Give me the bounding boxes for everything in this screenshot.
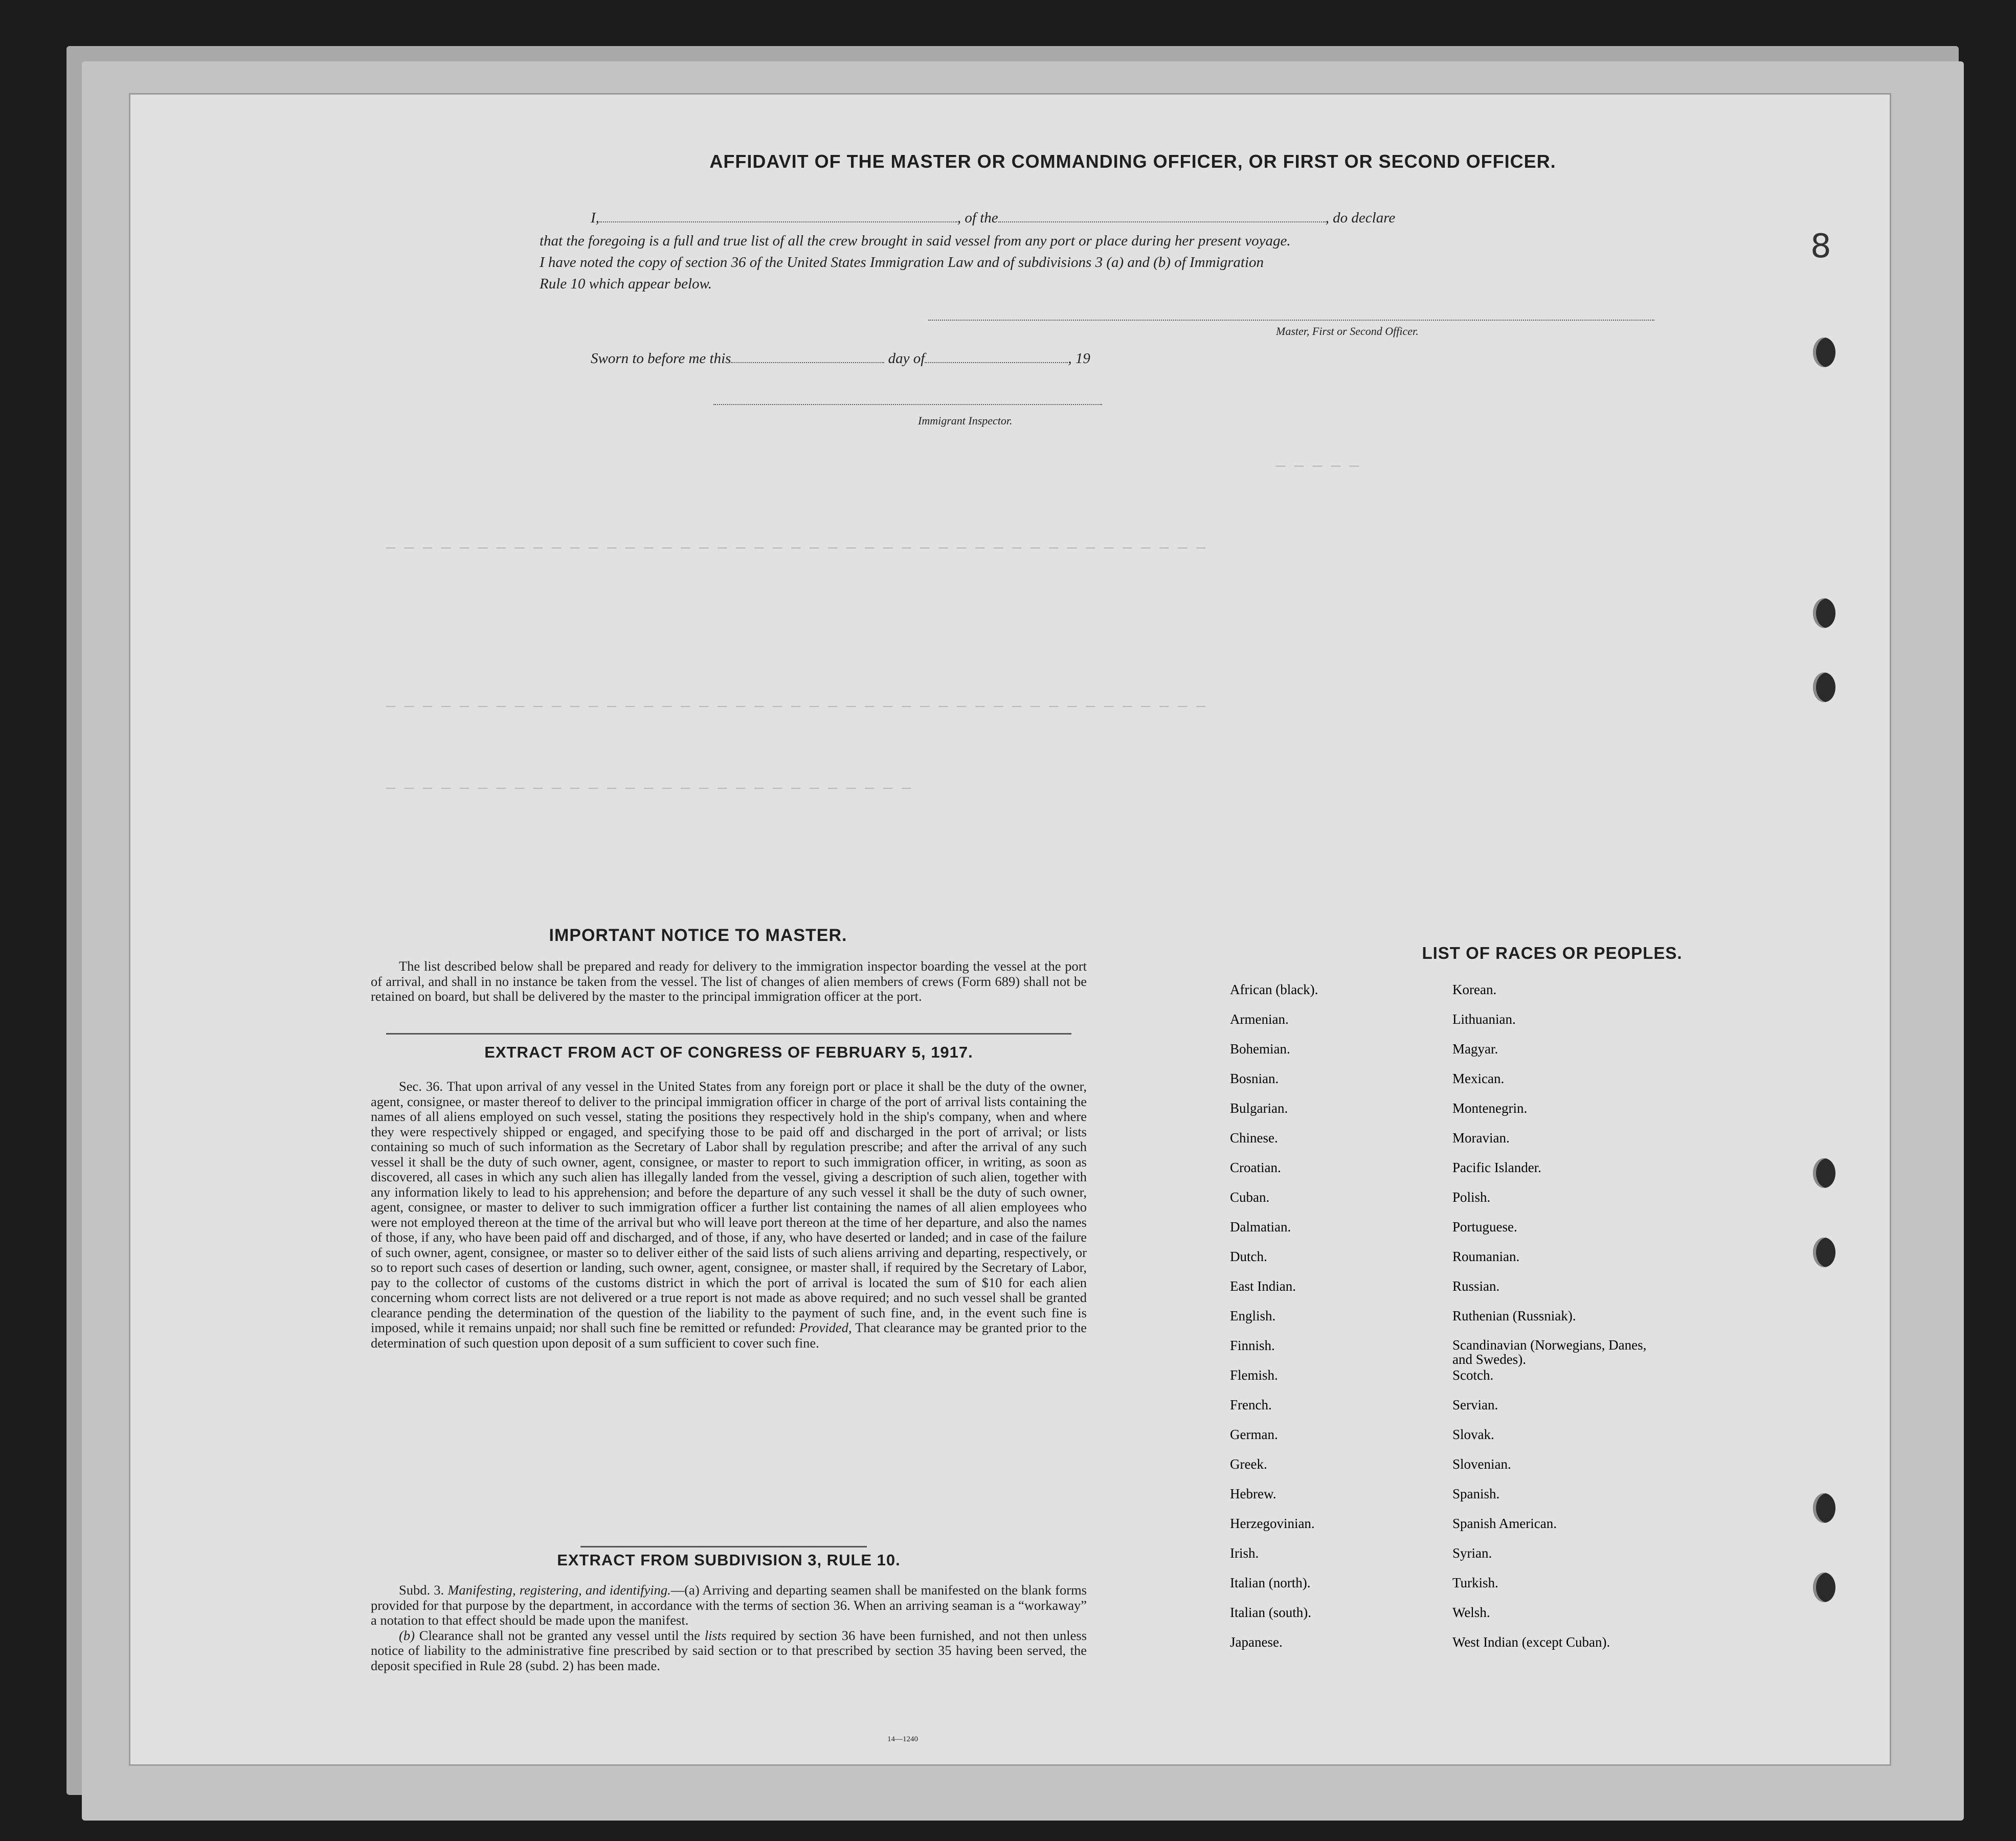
binder-hole — [1813, 672, 1835, 702]
race-item: Dutch. — [1230, 1249, 1267, 1264]
affidavit-line-4: Rule 10 which appear below. — [540, 276, 712, 292]
race-item: Bulgarian. — [1230, 1101, 1288, 1116]
race-item: Lithuanian. — [1452, 1012, 1516, 1027]
day-of-text: day of — [888, 350, 925, 367]
binder-hole — [1813, 598, 1835, 628]
race-item: Japanese. — [1230, 1634, 1283, 1650]
race-item: Pacific Islander. — [1452, 1160, 1541, 1175]
race-item: Montenegrin. — [1452, 1101, 1528, 1116]
race-item: Magyar. — [1452, 1041, 1498, 1057]
race-item: Scandinavian (Norwegians, Danes, and Swedes). — [1452, 1337, 1647, 1367]
act-extract-title: EXTRACT FROM ACT OF CONGRESS OF FEBRUARY 5, 1917. — [484, 1043, 973, 1061]
affidavit-of-the: , of the — [957, 210, 998, 226]
race-item: Armenian. — [1230, 1012, 1289, 1027]
race-item: Ruthenian (Russniak). — [1452, 1308, 1576, 1323]
rule-extract-title: EXTRACT FROM SUBDIVISION 3, RULE 10. — [557, 1551, 901, 1569]
affidavit-line-1 — [591, 210, 1395, 227]
subdivision-b-text: (b) Clearance shall not be granted any vessel until the lists required by section 36 have been furnished, and not then unless notice of liability to the administrative fine prescribed by said section or to that prescribed by section 35 having been served, the deposit specified in Rule 28 (subd. 2) has been made. — [371, 1627, 1087, 1673]
race-item: Polish. — [1452, 1189, 1491, 1205]
master-caption: Master, First or Second Officer. — [1276, 325, 1419, 338]
race-item: Korean. — [1452, 982, 1497, 997]
race-item: Slovak. — [1452, 1427, 1494, 1442]
race-item: Hebrew. — [1230, 1486, 1276, 1501]
race-item: Spanish American. — [1452, 1516, 1557, 1531]
section-36-text: Sec. 36. That upon arrival of any vessel in the United States from any foreign port or place it shall be the duty of the owner, agent, consignee, or master thereof to deliver to the principal immigration officer in charge of the port of arrival lists containing the names of all aliens employed on such vessel, stating the positions they respectively hold in the ship's company, when and where they were respectively shipped or engaged, and specifying those to be paid off and discharged in the port of arrival; or lists containing so much of such information as the Secretary of Labor shall by regulation prescribe; and after the arrival of any such vessel it shall be the duty of such owner, agent, consignee, or master to report to such immigration officer, in writing, as soon as discovered, all cases in which any such alien has illegally landed from the vessel, giving a description of such alien, together with any information likely to lead to his apprehension; and before the departure of any such vessel it shall be the duty of such owner, agent, consignee, or master to deliver to such immigration officer a further list containing the names of all alien employees who were not employed thereon at the time of the arrival but who will leave port thereon at the time of her departure, and also the names of those, if any, who have been paid off and discharged, and of those, if any, who have deserted or landed; and in case of the failure of such owner, agent, consignee, or master so to deliver either of the said lists of such aliens arriving and departing, respectively, or so to report such cases of desertion or landing, such owner, agent, consignee, or master shall, if required by the Secretary of Labor, pay to the collector of customs of the customs district in which the port of arrival is located the sum of $10 for each alien concerning whom correct lists are not delivered or a true report is not made as above required; and no such vessel shall be granted clearance pending the determination of the question of the liability to the payment of such fine, and, in the event such fine is imposed, while it remains unpaid; nor shall such fine be remitted or refunded: Provided, That clearance may be granted prior to the determination of such question upon deposit of a sum sufficient to cover such fine. — [371, 1079, 1087, 1351]
notice-text: The list described below shall be prepared and ready for delivery to the immigration inspector boarding the vessel at the port of arrival, and shall in no instance be taken from the vessel. The list of changes of alien members of crews (Form 689) shall not be retained on board, but shall be delivered by the master to the principal immigration officer at the port. — [371, 958, 1087, 1004]
race-item: Greek. — [1230, 1456, 1267, 1472]
race-item: Italian (south). — [1230, 1605, 1311, 1620]
race-item: Spanish. — [1452, 1486, 1500, 1501]
races-title: LIST OF RACES OR PEOPLES. — [1422, 944, 1683, 962]
race-item: English. — [1230, 1308, 1276, 1323]
affidavit-declare: , do declare — [1325, 210, 1396, 226]
race-item: French. — [1230, 1397, 1272, 1412]
race-item: African (black). — [1230, 982, 1318, 997]
margin-handwritten-mark: 8 — [1810, 228, 1831, 265]
race-item: Moravian. — [1452, 1130, 1510, 1146]
affidavit-title: AFFIDAVIT OF THE MASTER OR COMMANDING OFFICER, OR FIRST OR SECOND OFFICER. — [709, 151, 1556, 172]
race-item: Bosnian. — [1230, 1071, 1279, 1086]
race-item: Chinese. — [1230, 1130, 1278, 1146]
year-text: , 19 — [1068, 350, 1090, 367]
notice-body — [371, 959, 1087, 1004]
races-right-column — [1452, 982, 1652, 1664]
binder-hole — [1813, 1158, 1835, 1188]
race-item: West Indian (except Cuban). — [1452, 1634, 1610, 1650]
race-item: Bohemian. — [1230, 1041, 1290, 1057]
race-item: Turkish. — [1452, 1575, 1498, 1590]
section-label: Sec. 36. — [399, 1079, 443, 1094]
affidavit-line-2: that the foregoing is a full and true list of all the crew brought in said vessel from any port or place during her present voyage. — [540, 233, 1291, 249]
sworn-line — [591, 350, 1090, 367]
race-item: Italian (north). — [1230, 1575, 1311, 1590]
subdivision-a-text: Subd. 3. Manifesting, registering, and identifying.—(a) Arriving and departing seamen shall be manifested on the blank forms provided for that purpose by the department, in accordance with the terms of section 36. When an arriving seaman is a “workaway” a notation to that effect should be made upon the manifest. — [371, 1582, 1087, 1628]
affidavit-line-3: I have noted the copy of section 36 of the United States Immigration Law and of subdivisions 3 (a) and (b) of Immigration — [540, 254, 1264, 271]
race-item: Syrian. — [1452, 1545, 1492, 1561]
notice-divider — [386, 1033, 1071, 1035]
binder-hole — [1813, 1573, 1835, 1602]
act-extract-body — [371, 1079, 1087, 1351]
binder-hole — [1813, 338, 1835, 367]
sworn-text: Sworn to before me this — [591, 350, 731, 367]
rule-extract-body — [371, 1583, 1087, 1673]
binder-hole — [1813, 1493, 1835, 1523]
race-item: Cuban. — [1230, 1189, 1270, 1205]
race-item: Portuguese. — [1452, 1219, 1517, 1234]
race-item: German. — [1230, 1427, 1278, 1442]
race-item: Dalmatian. — [1230, 1219, 1291, 1234]
race-item: Welsh. — [1452, 1605, 1490, 1620]
races-left-column — [1230, 982, 1318, 1664]
race-item: East Indian. — [1230, 1278, 1296, 1294]
inspector-signature-line — [713, 404, 1102, 405]
race-item: Croatian. — [1230, 1160, 1281, 1175]
inspector-caption: Immigrant Inspector. — [918, 414, 1013, 427]
race-item: Flemish. — [1230, 1367, 1278, 1383]
race-item: Herzegovinian. — [1230, 1516, 1315, 1531]
manifest-page: 8 — — — — — — — — — — — — — — — — — — — — — — — — — — — — — — — — — — — — — — — — — — — — — — — — — — — — — — — — — — — — — — — — — — — — — — — — — — — — — — — — — — — — — — — — — — — — — — — — — — — — — — — — — — — — — — — — — — — — — — — — — — — — AFFIDAVIT OF THE MASTER OR COMMANDING OFFICER, OR FIRST OR SECOND OFFICER. I, , of the , do declare that the foregoing is a full and true list of all the crew brought in said vessel from any port or place during her present voyage. I have noted the copy of section 36 of the United States Immigration Law and of subdivisions 3 (a) and (b) of Immigration Rule 10 which appear below. Master, First or Second Officer. Sworn to before me this day of , 19 Immigrant Inspector. IMPORTANT NOTICE TO MASTER. The list described below shall be prepared and ready for delivery to the immigration inspector boarding the vessel at the port of arrival, and shall in no instance be taken from the vessel. The list of changes of alien members of crews (Form 689) shall not be retained on board, but shall be delivered by the master to the principal immigration officer at the port. EXTRACT FROM ACT OF CONGRESS OF FEBRUARY 5, 1917. Sec. 36. That upon arrival of any vessel in the United States from any foreign port or place it shall be the duty of the owner, agent, consignee, or master thereof to deliver to the principal immigration officer in charge of the port of arrival lists containing the names of all aliens employed on such vessel, stating the positions they respectively hold in the ship's company, when and where they were respectively shipped or engaged, and specifying those to be paid off and discharged in the port of arrival; or lists containing so much of such information as the Secretary of Labor shall by regulation prescribe; and after the arrival of any such vessel it shall be the duty of such owner, agent, consignee, or master to report to such immigration officer, in writing, as soon as discovered, all cases in which any such alien has illegally landed from the vessel, giving a description of such alien, together with any information likely to lead to his apprehension; and before the departure of any such vessel it shall be the duty of such owner, agent, consignee, or master to deliver to such immigration officer a further list containing the names of all alien employees who were not employed thereon at the time of the arrival but who will leave port thereon at the time of her departure, and also the names of those, if any, who have been paid off and discharged, and of those, if any, who have deserted or landed; and in case of the failure of such owner, agent, consignee, or master so to deliver either of the said lists of such aliens arriving and departing, respectively, or so to report such cases of desertion or landing, such owner, agent, consignee, or master shall, if required by the Secretary of Labor, pay to the collector of customs of the customs district in which the port of arrival is located the sum of $10 for each alien concerning whom correct lists are not delivered or a true report is not made as above required; and no such vessel shall be granted clearance pending the determination of the question of the liability to the payment of such fine, and, in the event such fine is imposed, while it remains unpaid; nor shall such fine be remitted or refunded: Provided, That clearance may be granted prior to the determination of such question upon deposit of a sum sufficient to cover such fine. EXTRACT FROM SUBDIVISION 3, RULE 10. Subd. 3. Manifesting, registering, and identifying.—(a) Arriving and departing seamen shall be manifested on the blank forms provided for that purpose by the department, in accordance with the terms of section 36. When an arriving seaman is a “workaway” a notation to that effect should be made upon the manifest. (b) Clearance shall not be granted any vessel until the lists required by section 36 have been furnished, and not then unless notice of liability to the administrative fine prescribed by said section or to that prescribed by section 35 having been served, the deposit specified in Rule 28 (subd. 2) has been made. 14—1240 LIST OF RACES OR PEOPLES. African (black). Armenian. Bohemian. Bosnian. Bulgarian. Chinese. Croatian. Cuban. Dalmatian. Dutch. East Indian. English. Finnish. Flemish. French. German. Greek. Hebrew. Herzegovinian. Irish. Italian (north). Italian (south). Japanese. Korean. Lithuanian. Magyar. Mexican. Montenegrin. Moravian. Pacific Islander. Polish. Portuguese. Roumanian. Russian. Ruthenian (Russniak). Scandinavian (Norwegians, Danes, and Swedes). Scotch. Servian. Slovak. Slovenian. Spanish. Spanish American. Syrian. Turkish. Welsh. West Indian (except Cuban). — [130, 95, 1890, 1764]
race-item: Servian. — [1452, 1397, 1498, 1412]
binder-hole — [1813, 1238, 1835, 1267]
race-item: Finnish. — [1230, 1338, 1275, 1353]
master-signature-line — [928, 320, 1654, 321]
affidavit-i: I, — [591, 210, 599, 226]
rule-divider — [580, 1546, 867, 1547]
race-item: Mexican. — [1452, 1071, 1505, 1086]
race-item: Irish. — [1230, 1545, 1259, 1561]
notice-title: IMPORTANT NOTICE TO MASTER. — [549, 926, 847, 945]
race-item: Russian. — [1452, 1278, 1500, 1294]
race-item: Slovenian. — [1452, 1456, 1511, 1472]
race-item: Scotch. — [1452, 1367, 1494, 1383]
race-item: Roumanian. — [1452, 1249, 1520, 1264]
form-number: 14—1240 — [887, 1735, 918, 1743]
